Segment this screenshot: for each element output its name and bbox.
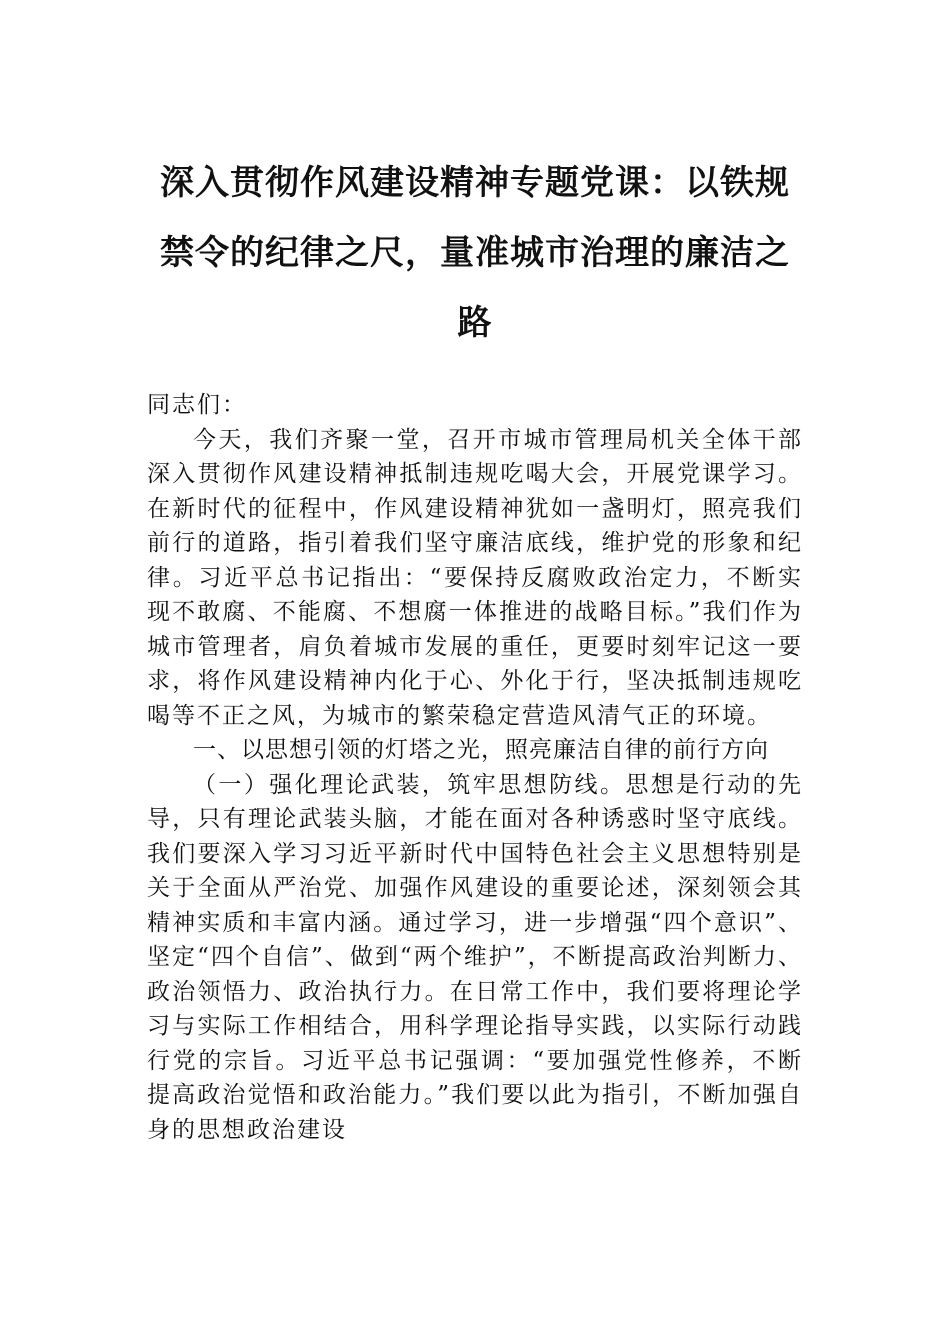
salutation: 同志们： [147,392,247,418]
document-title: 深入贯彻作风建设精神专题党课：以铁规禁令的纪律之尺，量准城市治理的廉洁之路 [160,163,790,343]
intro-paragraph: 今天，我们齐聚一堂，召开市城市管理局机关全体干部深入贯彻作风建设精神抵制违规吃喝大会，开展党课学习。在新时代的征程中，作风建设精神犹如一盏明灯，照亮我们前行的道路，指引着我们坚守廉洁底线，维护党的形象和纪律。习近平总书记指出：“要保持反腐败政治定力，不断实现不敢腐、不能腐、不想腐一体推进的战略目标。”我们作为城市管理者，肩负着城市发展的重任，更要时刻牢记这一要求，将作风建设精神内化于心、外化于行，坚决抵制违规吃喝等不正之风，为城市的繁荣稳定营造风清气正的环境。 [147,426,803,729]
section-1-1-paragraph: （一）强化理论武装，筑牢思想防线。思想是行动的先导，只有理论武装头脑，才能在面对各种诱惑时坚守底线。我们要深入学习习近平新时代中国特色社会主义思想特别是关于全面从严治党、加强作风建设的重要论述，深刻领会其精神实质和丰富内涵。通过学习，进一步增强“四个意识”、坚定“四个自信”、做到“两个维护”，不断提高政治判断力、政治领悟力、政治执行力。在日常工作中，我们要将理论学习与实际工作相结合，用科学理论指导实践，以实际行动践行党的宗旨。习近平总书记强调：“要加强党性修养，不断提高政治觉悟和政治能力。”我们要以此为指引，不断加强自身的思想政治建设 [147,771,803,1143]
document-body [147,388,803,1147]
section-1-heading: 一、以思想引领的灯塔之光，照亮廉洁自律的前行方向 [193,737,769,763]
